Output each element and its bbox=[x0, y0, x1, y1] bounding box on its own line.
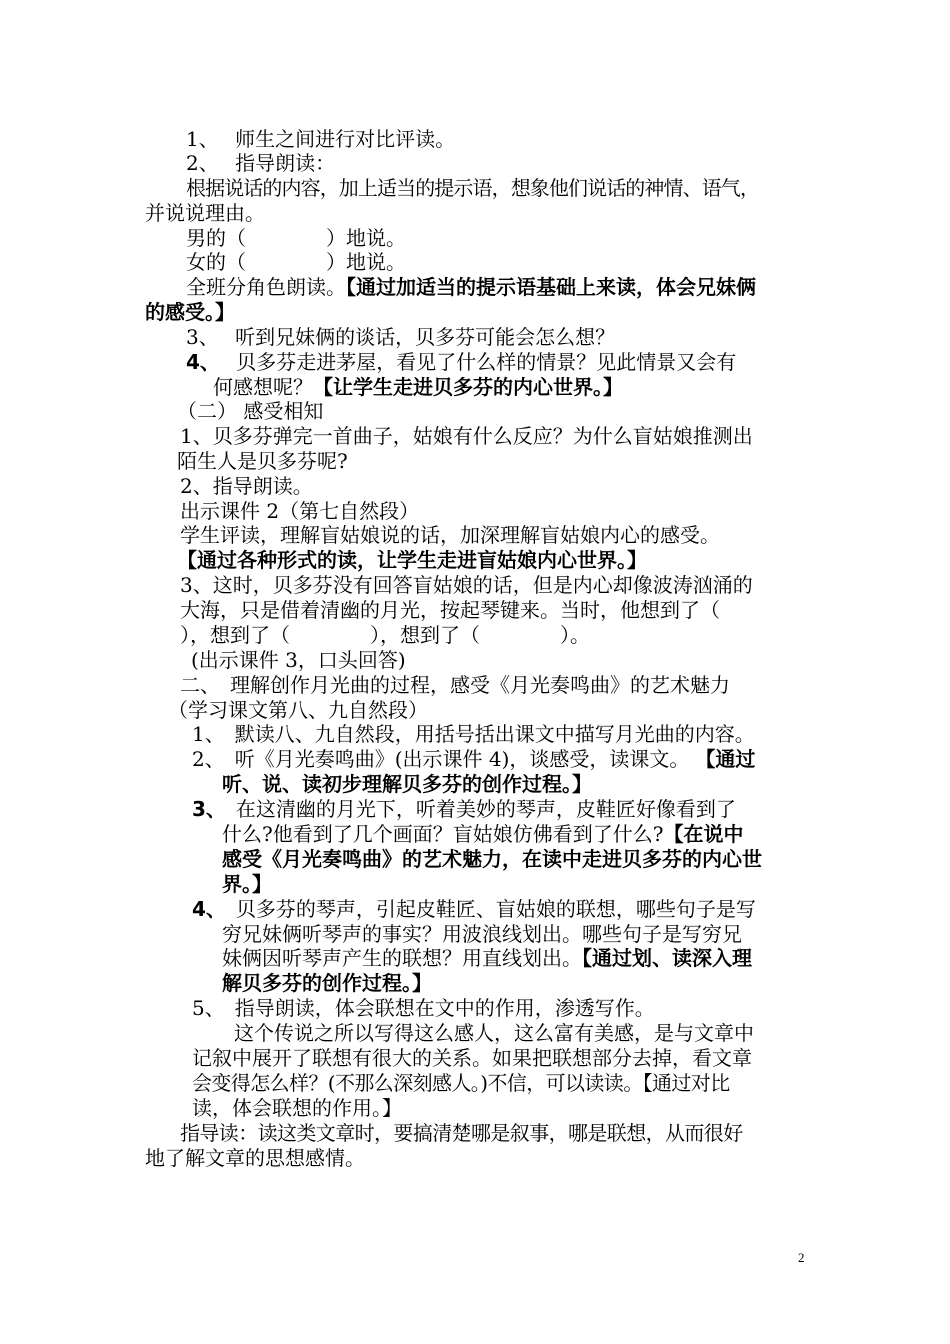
text-line: ），想到了（ ），想到了（ ）。 bbox=[180, 623, 590, 647]
text-line: 3、 听到兄妹俩的谈话，贝多芬可能会怎么想？ bbox=[186, 325, 616, 349]
section-heading: 二、 理解创作月光曲的过程，感受《月光奏鸣曲》的艺术魅力 bbox=[180, 673, 730, 697]
text-line: 会变得怎么样？(不那么深刻感人。)不信，可以读读。【通过对比 bbox=[192, 1071, 730, 1095]
teaching-note: 【通过各种形式的读，让学生走进盲姑娘内心世界。】 bbox=[177, 548, 647, 572]
text-line: 指导读：读这类文章时，要搞清楚哪是叙事，哪是联想，从而很好 bbox=[180, 1121, 743, 1145]
text-line: 1、贝多芬弹完一首曲子，姑娘有什么反应？为什么盲姑娘推测出 bbox=[180, 424, 753, 448]
text-line: 陌生人是贝多芬呢? bbox=[177, 449, 348, 473]
text-line bbox=[186, 275, 756, 299]
text-run: 贝多芬走进茅屋，看见了什么样的情景？见此情景又会有 bbox=[209, 350, 737, 374]
list-number: 4、 bbox=[192, 897, 216, 921]
text-line bbox=[192, 797, 736, 821]
teaching-note: 【通过加适当的提示语基础上来读，体会兄妹俩 bbox=[346, 275, 756, 299]
teaching-note: 感受《月光奏鸣曲》的艺术魅力，在读中走进贝多芬的内心世 bbox=[222, 847, 762, 871]
teaching-note: 解贝多芬的创作过程。】 bbox=[222, 971, 432, 995]
text-line: 记叙中展开了联想有很大的关系。如果把联想部分去掉，看文章 bbox=[192, 1046, 752, 1070]
text-line: 女的（ ）地说。 bbox=[186, 250, 406, 274]
text-line: 3、这时，贝多芬没有回答盲姑娘的话，但是内心却像波涛汹涌的 bbox=[180, 573, 753, 597]
teaching-note: 【在说中 bbox=[663, 822, 744, 846]
text-line bbox=[186, 350, 736, 374]
text-line bbox=[213, 375, 623, 399]
text-run: 什么?他看到了几个画面？盲姑娘仿佛看到了什么? bbox=[222, 822, 664, 846]
text-run: 2、 听《月光奏鸣曲》(出示课件 4)，谈感受，读课文。 bbox=[192, 747, 690, 771]
text-line bbox=[222, 946, 752, 970]
text-line: 2、指导朗读。 bbox=[180, 474, 313, 498]
teaching-note: 的感受。】 bbox=[145, 300, 235, 324]
teaching-note: 【通过 bbox=[705, 747, 756, 771]
text-line: 大海，只是借着清幽的月光，按起琴键来。当时，他想到了（ bbox=[180, 598, 720, 622]
text-line: 穷兄妹俩听琴声的事实？用波浪线划出。哪些句子是写穷兄 bbox=[222, 922, 742, 946]
text-run: 妹俩因听琴声产生的联想？用直线划出。 bbox=[222, 946, 582, 970]
text-line: 男的（ ）地说。 bbox=[186, 226, 406, 250]
text-line: 读，体会联想的作用。】 bbox=[192, 1096, 402, 1120]
section-heading: （二） 感受相知 bbox=[177, 399, 324, 423]
text-line: (出示课件 3，口头回答) bbox=[191, 648, 406, 672]
text-line: 根据说话的内容，加上适当的提示语，想象他们说话的神情、语气， bbox=[186, 176, 759, 200]
text-run: 全班分角色朗读。 bbox=[186, 275, 346, 299]
text-run: 在这清幽的月光下，听着美妙的琴声，皮鞋匠好像看到了 bbox=[215, 797, 736, 821]
teaching-note: 界。】 bbox=[222, 872, 272, 896]
teaching-note: 【让学生走进贝多芬的内心世界。】 bbox=[313, 375, 623, 399]
list-number: 4、 bbox=[186, 350, 210, 374]
teaching-note: 【通过划、读深入理 bbox=[582, 946, 752, 970]
text-line: 并说说理由。 bbox=[145, 201, 265, 225]
list-number: 3、 bbox=[192, 797, 216, 821]
text-line: 5、 指导朗读，体会联想在文中的作用，渗透写作。 bbox=[192, 996, 655, 1020]
text-line bbox=[192, 747, 755, 771]
text-line: 学生评读，理解盲姑娘说的话，加深理解盲姑娘内心的感受。 bbox=[180, 523, 720, 547]
text-line: 1、 默读八、九自然段，用括号括出课文中描写月光曲的内容。 bbox=[192, 722, 755, 746]
teaching-note: 听、说、读初步理解贝多芬的创作过程。】 bbox=[222, 772, 592, 796]
page-number: 2 bbox=[798, 1250, 805, 1265]
text-line: 地了解文章的思想感情。 bbox=[145, 1146, 365, 1170]
text-line: 这个传说之所以写得这么感人，这么富有美感，是与文章中 bbox=[234, 1021, 754, 1045]
text-line: 2、 指导朗读： bbox=[186, 151, 336, 175]
text-line bbox=[222, 822, 743, 846]
text-line: 出示课件 2（第七自然段） bbox=[180, 499, 420, 523]
text-line: 1、 师生之间进行对比评读。 bbox=[186, 127, 456, 151]
text-run: 何感想呢？ bbox=[213, 375, 313, 399]
text-run: 贝多芬的琴声，引起皮鞋匠、盲姑娘的联想，哪些句子是写 bbox=[215, 897, 756, 921]
text-line: （学习课文第八、九自然段） bbox=[168, 698, 428, 722]
text-line bbox=[192, 897, 756, 921]
